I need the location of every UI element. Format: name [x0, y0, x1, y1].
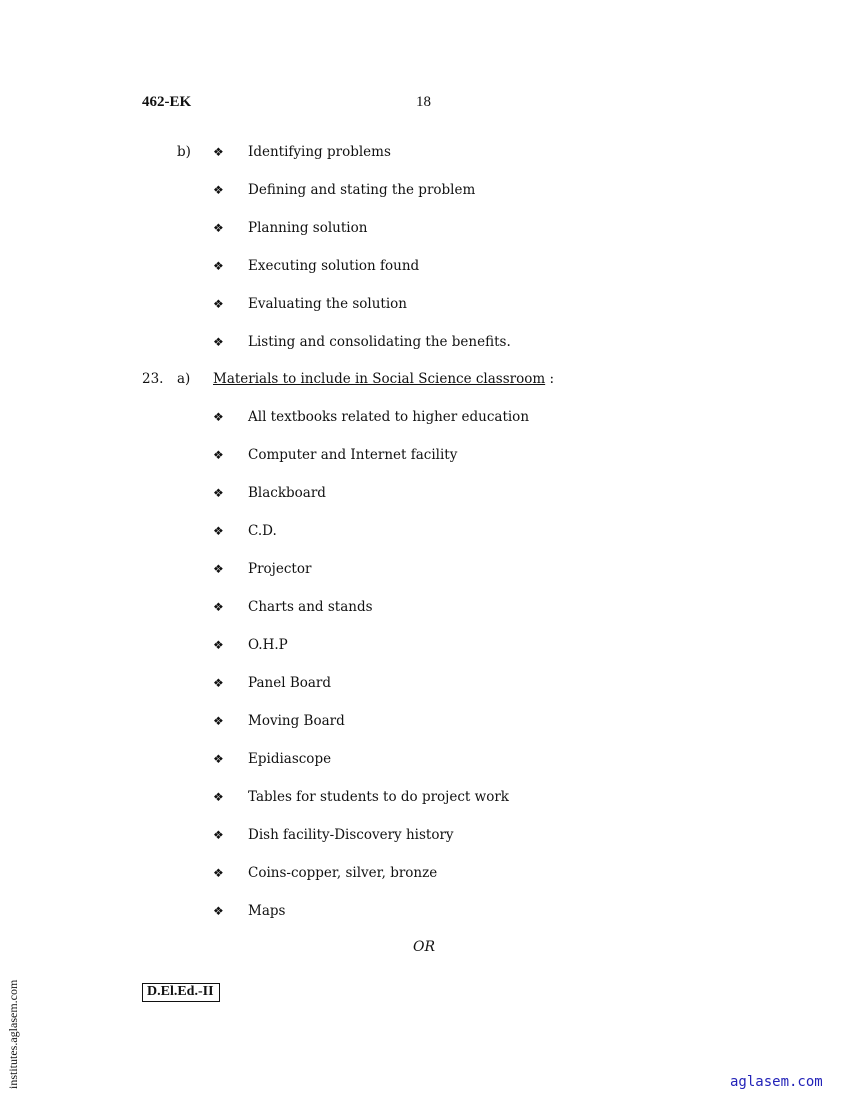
or-separator: OR: [413, 939, 436, 955]
question-part-marker: a): [177, 371, 191, 387]
bullet-icon: ❖: [213, 828, 224, 842]
list-item: Dish facility-Discovery history: [248, 827, 454, 843]
bullet-icon: ❖: [213, 524, 224, 538]
bullet-icon: ❖: [213, 600, 224, 614]
question-number: 23.: [142, 371, 164, 387]
bullet-icon: ❖: [213, 221, 224, 235]
bullet-icon: ❖: [213, 183, 224, 197]
bullet-icon: ❖: [213, 486, 224, 500]
list-item: Listing and consolidating the benefits.: [248, 334, 511, 350]
bullet-icon: ❖: [213, 335, 224, 349]
bullet-icon: ❖: [213, 259, 224, 273]
brand-link[interactable]: aglasem.com: [730, 1074, 823, 1090]
bullet-icon: ❖: [213, 448, 224, 462]
page-number: 18: [416, 94, 431, 110]
list-item: Blackboard: [248, 485, 326, 501]
part-b-marker: b): [177, 144, 191, 160]
list-item: Epidiascope: [248, 751, 332, 767]
bullet-icon: ❖: [213, 638, 224, 652]
question-title: [213, 371, 554, 387]
bullet-icon: ❖: [213, 145, 224, 159]
side-watermark: institutes.aglasem.com: [6, 979, 20, 1089]
list-item: O.H.P: [248, 637, 288, 653]
list-item: Panel Board: [248, 675, 332, 691]
question-title-suffix: :: [545, 371, 554, 387]
header-code: 462-EK: [142, 94, 192, 110]
list-item: Defining and stating the problem: [248, 182, 476, 198]
list-item: Executing solution found: [248, 258, 420, 274]
bullet-icon: ❖: [213, 904, 224, 918]
list-item: Maps: [248, 903, 286, 919]
bullet-icon: ❖: [213, 562, 224, 576]
bullet-icon: ❖: [213, 752, 224, 766]
list-item: Moving Board: [248, 713, 345, 729]
list-item: Computer and Internet facility: [248, 447, 458, 463]
list-item: Coins-copper, silver, bronze: [248, 865, 438, 881]
bullet-icon: ❖: [213, 297, 224, 311]
list-item: Planning solution: [248, 220, 368, 236]
list-item: Evaluating the solution: [248, 296, 407, 312]
question-title-text: Materials to include in Social Science classroom: [213, 371, 546, 387]
list-item: C.D.: [248, 523, 277, 539]
bullet-icon: ❖: [213, 866, 224, 880]
list-item: Tables for students to do project work: [248, 789, 509, 805]
bullet-icon: ❖: [213, 410, 224, 424]
course-box: D.El.Ed.-II: [142, 983, 220, 1002]
list-item: All textbooks related to higher education: [248, 409, 530, 425]
list-item: Charts and stands: [248, 599, 373, 615]
bullet-icon: ❖: [213, 790, 224, 804]
bullet-icon: ❖: [213, 676, 224, 690]
list-item: Identifying problems: [248, 144, 391, 160]
list-item: Projector: [248, 561, 312, 577]
bullet-icon: ❖: [213, 714, 224, 728]
